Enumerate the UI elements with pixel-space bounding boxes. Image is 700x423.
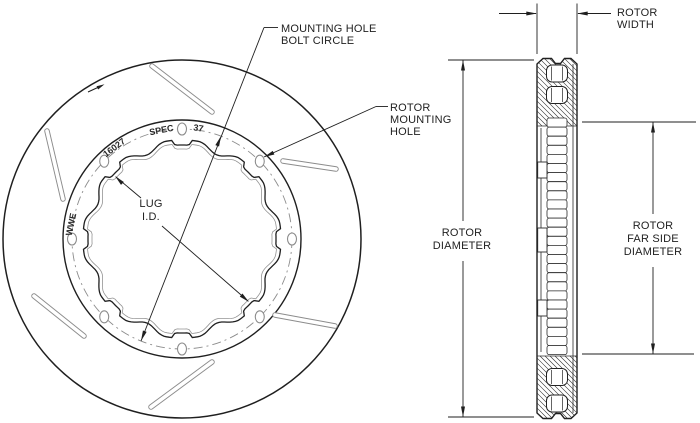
label-rotor-far-side-diameter-line3: DIAMETER	[623, 246, 683, 258]
stamp-spec-label: SPEC	[148, 122, 175, 138]
label-rotor-width-line2: WIDTH	[617, 19, 655, 31]
rotor-side-section-view	[448, 4, 696, 419]
stamp-spec-value: 37	[192, 122, 205, 134]
front-view-callouts	[139, 23, 451, 223]
label-mounting-hole-bolt-circle-line1: MOUNTING HOLE	[281, 23, 377, 35]
label-lug-id-line1: LUG	[139, 198, 163, 210]
label-lug-id-line2: I.D.	[142, 211, 160, 223]
rotor-front-view	[3, 28, 388, 419]
label-rotor-mounting-hole-line3: HOLE	[390, 126, 421, 138]
label-rotor-far-side-diameter-line2: FAR SIDE	[627, 233, 679, 245]
label-rotor-diameter-line2: DIAMETER	[432, 240, 492, 252]
stamp-serial-number: 16027	[101, 136, 128, 160]
label-rotor-diameter-line1: ROTOR	[441, 227, 483, 239]
label-mounting-hole-bolt-circle-line2: BOLT CIRCLE	[281, 35, 355, 47]
label-rotor-far-side-diameter-line1: ROTOR	[632, 220, 674, 232]
label-rotor-mounting-hole-line1: ROTOR	[390, 102, 431, 114]
label-rotor-mounting-hole-line2: MOUNTING	[390, 114, 452, 126]
stamp-maker: WWE	[63, 212, 79, 237]
label-rotor-width-line1: ROTOR	[617, 7, 658, 19]
